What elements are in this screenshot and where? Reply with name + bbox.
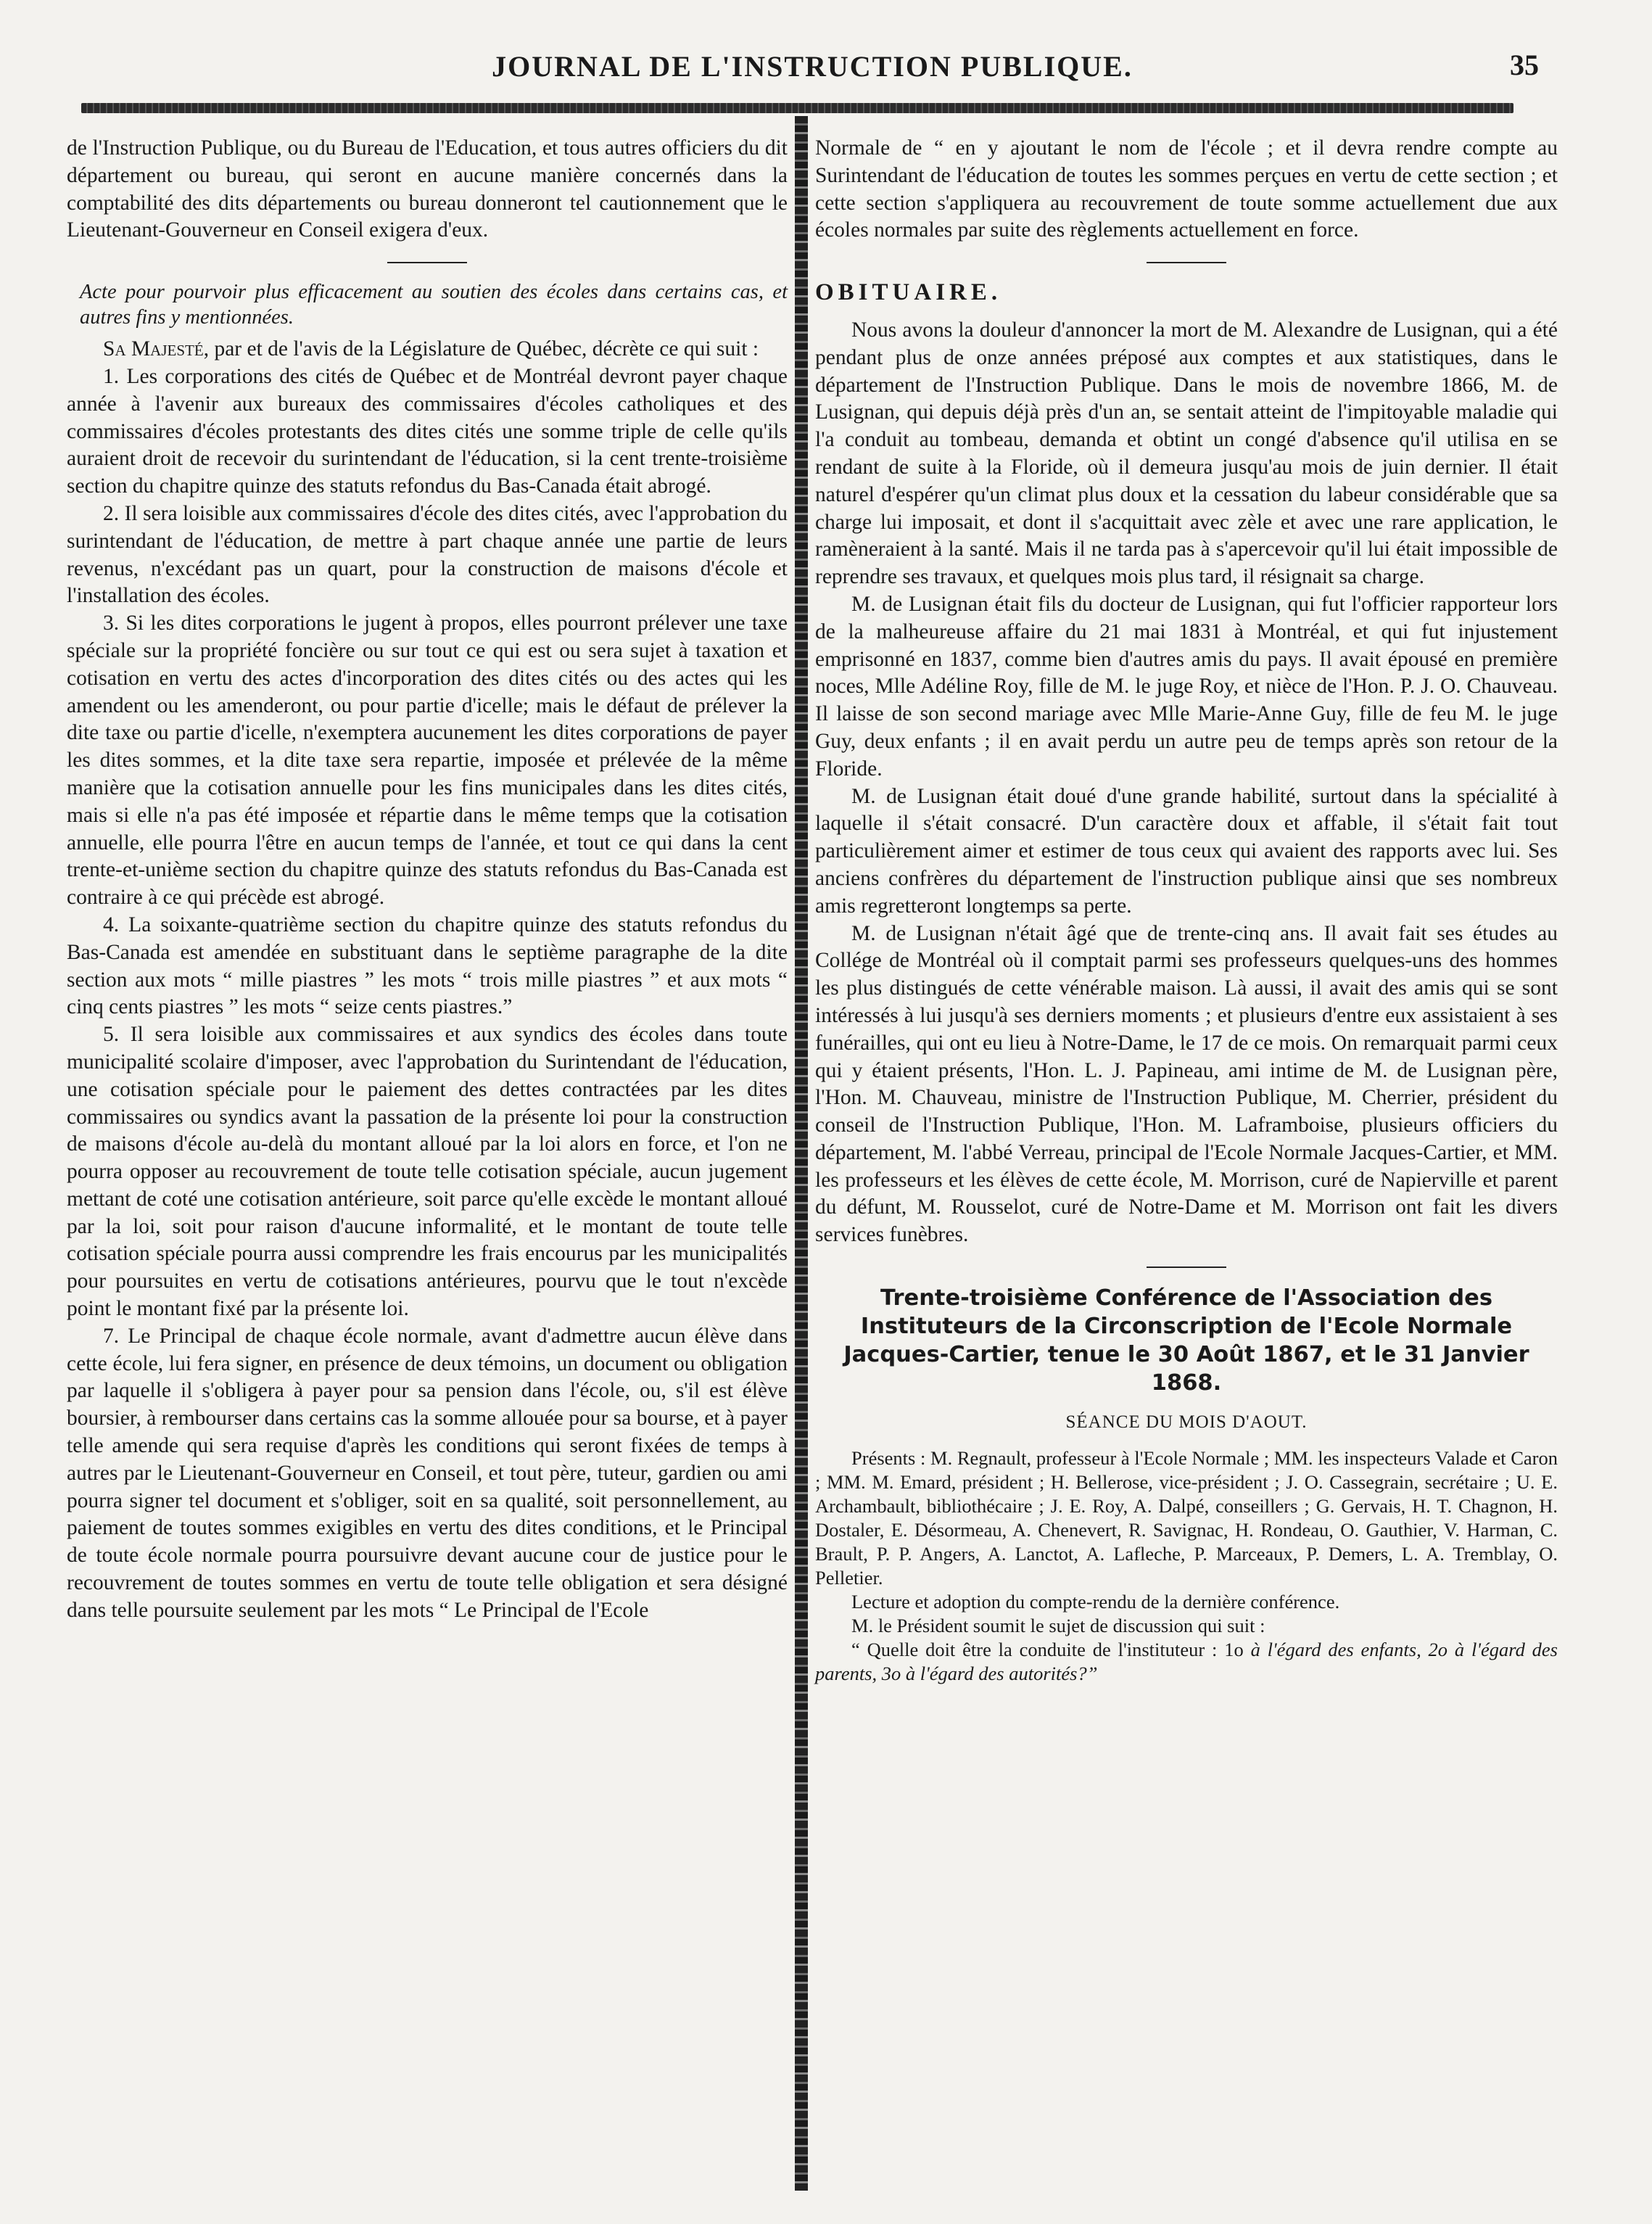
section-rule (387, 262, 467, 263)
left-column (67, 135, 788, 1625)
minutes-adoption: Lecture et adoption du compte-rendu de la dernière conférence. (851, 1590, 1340, 1613)
section-1: 1. Les corporations des cités de Québec et de Montréal devront payer chaque année à l'avenir aux bureaux des commissaires d'écoles catholiques et des commissaires d'écoles protestants des dites cités une somme triple de celle qu'ils auraient droit de recevoir du surintendant de l'éducation, si la cent trente-troisième section du chapitre quinze des statuts refondus du Bas-Canada était abrogé. (67, 364, 788, 498)
paragraph-continuation: de l'Instruction Publique, ou du Bureau de l'Education, et tous autres officiers du dit département ou bureau, qui seront en aucune manière concernés dans la comptabilité des dits départements ou bureau donneront tel cautionnement que le Lieutenant-Gouverneur en Conseil exigera d'eux. (67, 136, 788, 242)
section-rule (1147, 262, 1226, 263)
attendees-list: Présents : M. Regnault, professeur à l'Ecole Normale ; MM. les inspecteurs Valade et Caron ; MM. M. Emard, président ; H. Bellerose, vice-président ; J. O. Cassegrain, secrétaire ; U. E. Archambault, bibliothécaire ; J. E. Roy, A. Dalpé, conseillers ; G. Gervais, H. T. Chagnon, H. Dostaler, E. Désormeau, A. Chenevert, R. Savignac, H. Rondeau, O. Gauthier, V. Harman, C. Brault, P. P. Angers, A. Lanctot, A. Lafleche, P. Marceaux, P. Demers, L. A. Tremblay, O. Pelletier. (815, 1446, 1558, 1589)
section-rule (1147, 1267, 1226, 1268)
section-5: 5. Il sera loisible aux commissaires et aux syndics des écoles dans toute municipalité scolaire d'imposer, avec l'approbation du Surintendant de l'éducation, une cotisation spéciale pour le paiement des dettes contractées par les dites commissaires ou syndics avant la passation de la présente loi pour la construction de maisons d'école au-delà du montant alloué par la loi alors en force, et l'on ne pourra opposer au recouvrement de toute telle cotisation spéciale, aucun jugement mettant de coté une cotisation antérieure, soit parce qu'elle excède le montant alloué par la loi, soit pour raison d'aucune informalité, et le montant de toute telle cotisation spéciale pourra aussi comprendre les frais encourus par les municipalités pour poursuites en vertu de cotisations antérieures, pourvu que le tout n'excède point le montant fixé par la présente loi. (67, 1023, 788, 1321)
section-7: 7. Le Principal de chaque école normale, avant d'admettre aucun élève dans cette école, lui fera signer, en présence de deux témoins, un document ou obligation par laquelle il s'obligera à payer pour sa pension dans l'école, ou, s'il est élève boursier, à rembourser dans certains cas la somme allouée pour sa bourse, et à payer telle amende qui sera requise d'après les conditions qui seront fixées de temps à autres par le Lieutenant-Gouverneur en Conseil, et tout père, tuteur, gardien ou ami pourra signer tel document et s'obliger, soit en sa qualité, soit personnellement, au paiement de toutes sommes exigibles en vertu des dites conditions, et le Principal de toute école normale pourra poursuivre devant aucune cour de justice pour le recouvrement de toutes sommes en vertu de toute telle obligation et sera désigné dans telle poursuite seulement par les mots “ Le Principal de l'Ecole (67, 1324, 788, 1622)
question-lead: “ Quelle doit être la conduite de l'instituteur : 1o (851, 1638, 1251, 1660)
session-heading: SÉANCE DU MOIS D'AOUT. (1065, 1412, 1308, 1433)
obituary-paragraph-1: Nous avons la douleur d'annoncer la mort de M. Alexandre de Lusignan, qui a été pendant plus de onze années préposé aux comptes et aux statistiques, dans le département de l'Instruction Publique. Dans le mois de novembre 1866, M. de Lusignan, qui depuis déjà près d'un an, se sentait atteint de l'impitoyable maladie qui l'a conduit au tombeau, demanda et obtint un congé d'absence qu'il utilisa en se rendant de suite à la Floride, où il demeura jusqu'au mois de juin dernier. Il était naturel d'espérer qu'un climat plus doux et la cessation du labeur considérable que sa charge lui imposait, et dont il s'acquittait avec zèle et avec une rare application, le ramèneraient à la santé. Mais il ne tarda pas à s'apercevoir qu'il lui était impossible de reprendre ses travaux, et quelques mois plus tard, il résignait sa charge. (815, 318, 1558, 589)
question-topics: à l'égard des enfants, 2o à l'égard des parents, 3o à l'égard des autorités?” (815, 1638, 1558, 1684)
discussion-question (815, 1638, 1558, 1686)
right-column (815, 135, 1558, 1686)
obituary-title: OBITUAIRE. (815, 279, 1002, 306)
obituary-paragraph-2: M. de Lusignan était fils du docteur de Lusignan, qui fut l'officier rapporteur lors de la malheureuse affaire du 21 mai 1831 à Montréal, et qui fut injustement emprisonné en 1837, comme bien d'autres amis du pays. Il avait épousé en première noces, Mlle Adéline Roy, fille de M. le juge Roy, et nièce de l'Hon. P. J. O. Chauveau. Il laisse de son second mariage avec Mlle Marie-Anne Guy, fille de feu M. le juge Guy, deux enfants ; il en avait perdu un autre peu de temps après son retour de la Floride. (815, 592, 1558, 781)
obituary-paragraph-3: M. de Lusignan était doué d'une grande habilité, surtout dans la spécialité à laquelle il s'était consacré. D'un caractère doux et affable, il s'était fait tout particulièrement aimer et estimer de tous ceux qui avaient des rapports avec lui. Ses anciens confrères du département de l'instruction publique ainsi que ses nombreux amis regretteront longtemps sa perte. (815, 784, 1558, 918)
paragraph-continuation-right: Normale de “ en y ajoutant le nom de l'école ; et il devra rendre compte au Surintendant de l'éducation de toutes les sommes perçues en vertu de cette section ; et cette section s'appliquera au recouvrement de toute somme actuellement due aux écoles normales par suite des règlements actuellement en force. (815, 136, 1558, 242)
section-2: 2. Il sera loisible aux commissaires d'école des dites cités, avec l'approbation du surintendant de l'éducation, de mettre à part chaque année une partie de leurs revenus, n'excédant pas un quart, pour la construction de maisons d'école et l'installation des écoles. (67, 501, 788, 608)
section-4: 4. La soixante-quatrième section du chapitre quinze des statuts refondus du Bas-Canada est amendée en substituant dans le septième paragraphe de la dite section aux mots “ mille piastres ” les mots “ trois mille piastres ” et aux mots “ cinq cents piastres ” les mots “ seize cents piastres.” (67, 913, 788, 1019)
obituary-paragraph-4: M. de Lusignan n'était âgé que de trente-cinq ans. Il avait fait ses études au Collége de Montréal où il comptait parmi ses professeurs quelques-uns des hommes les plus distingués de cette vénérable maison. Là aussi, il avait des amis qui se sont intéressés à lui jusqu'à ses derniers moments ; et plusieurs d'entre eux assistaient à ses funérailles, qui ont eu lieu à Notre-Dame, le 17 de ce mois. On remarquait parmi ceux qui y étaient présents, l'Hon. L. J. Papineau, ami intime de M. de Lusignan père, l'Hon. M. Chauveau, ministre de l'Instruction Publique, M. Cherrier, président du conseil de l'Instruction Publique, l'Hon. M. Laframboise, plusieurs officiers du département, M. l'abbé Verreau, principal de l'Ecole Normale Jacques-Cartier, et MM. les professeurs et les élèves de cette école, M. Morrison, curé de Napierville et parent du défunt, M. Rousselot, curé de Notre-Dame et M. Morrison ont fait les divers services funèbres. (815, 921, 1558, 1247)
act-title: Acte pour pourvoir plus efficacement au soutien des écoles dans certains cas, et autres fins y mentionnées. (80, 281, 788, 329)
running-title: JOURNAL DE L'INSTRUCTION PUBLIQUE. (492, 50, 1133, 83)
majeste-text: Sa Majesté (103, 337, 204, 361)
enacting-clause (67, 336, 788, 363)
column-divider (795, 116, 808, 2191)
page-number: 35 (1510, 49, 1539, 81)
section-3: 3. Si les dites corporations le jugent à propos, elles pourront prélever une taxe spéciale sur la propriété foncière ou sur tout ce qui est ou sera sujet à taxation et cotisation en vertu des actes d'incorporation des dites cités ou des actes qui les amendent ou les amenderont, ou pour partie d'icelle; mais le défaut de prélever la dite taxe ou partie d'icelle, n'exemptera aucunement les dites corporations de payer les dites sommes, et la dite taxe sera repartie, imposée et prélevée de la même manière que la cotisation annuelle pour les fins municipales dans les dites cités, mais si elle n'a pas été imposée et répartie dans le même temps que la cotisation annuelle, elle pourra l'être en aucun temps de l'année, et tout ce qui dans la cent trente-et-unième section du chapitre quinze des statuts refondus du Bas-Canada est contraire à ce qui précède est abrogé. (67, 611, 788, 910)
conference-title: Trente-troisième Conférence de l'Association des Instituteurs de la Circonscription de l'Ecole Normale Jacques-Cartier, tenue le 30 Août 1867, et le 31 Janvier 1868. (843, 1285, 1529, 1396)
enacting-clause-text: , par et de l'avis de la Législature de Québec, décrète ce qui suit : (203, 337, 759, 361)
header-rule (81, 103, 1513, 113)
president-statement: M. le Président soumit le sujet de discussion qui suit : (851, 1614, 1265, 1636)
page-header (65, 45, 1559, 96)
